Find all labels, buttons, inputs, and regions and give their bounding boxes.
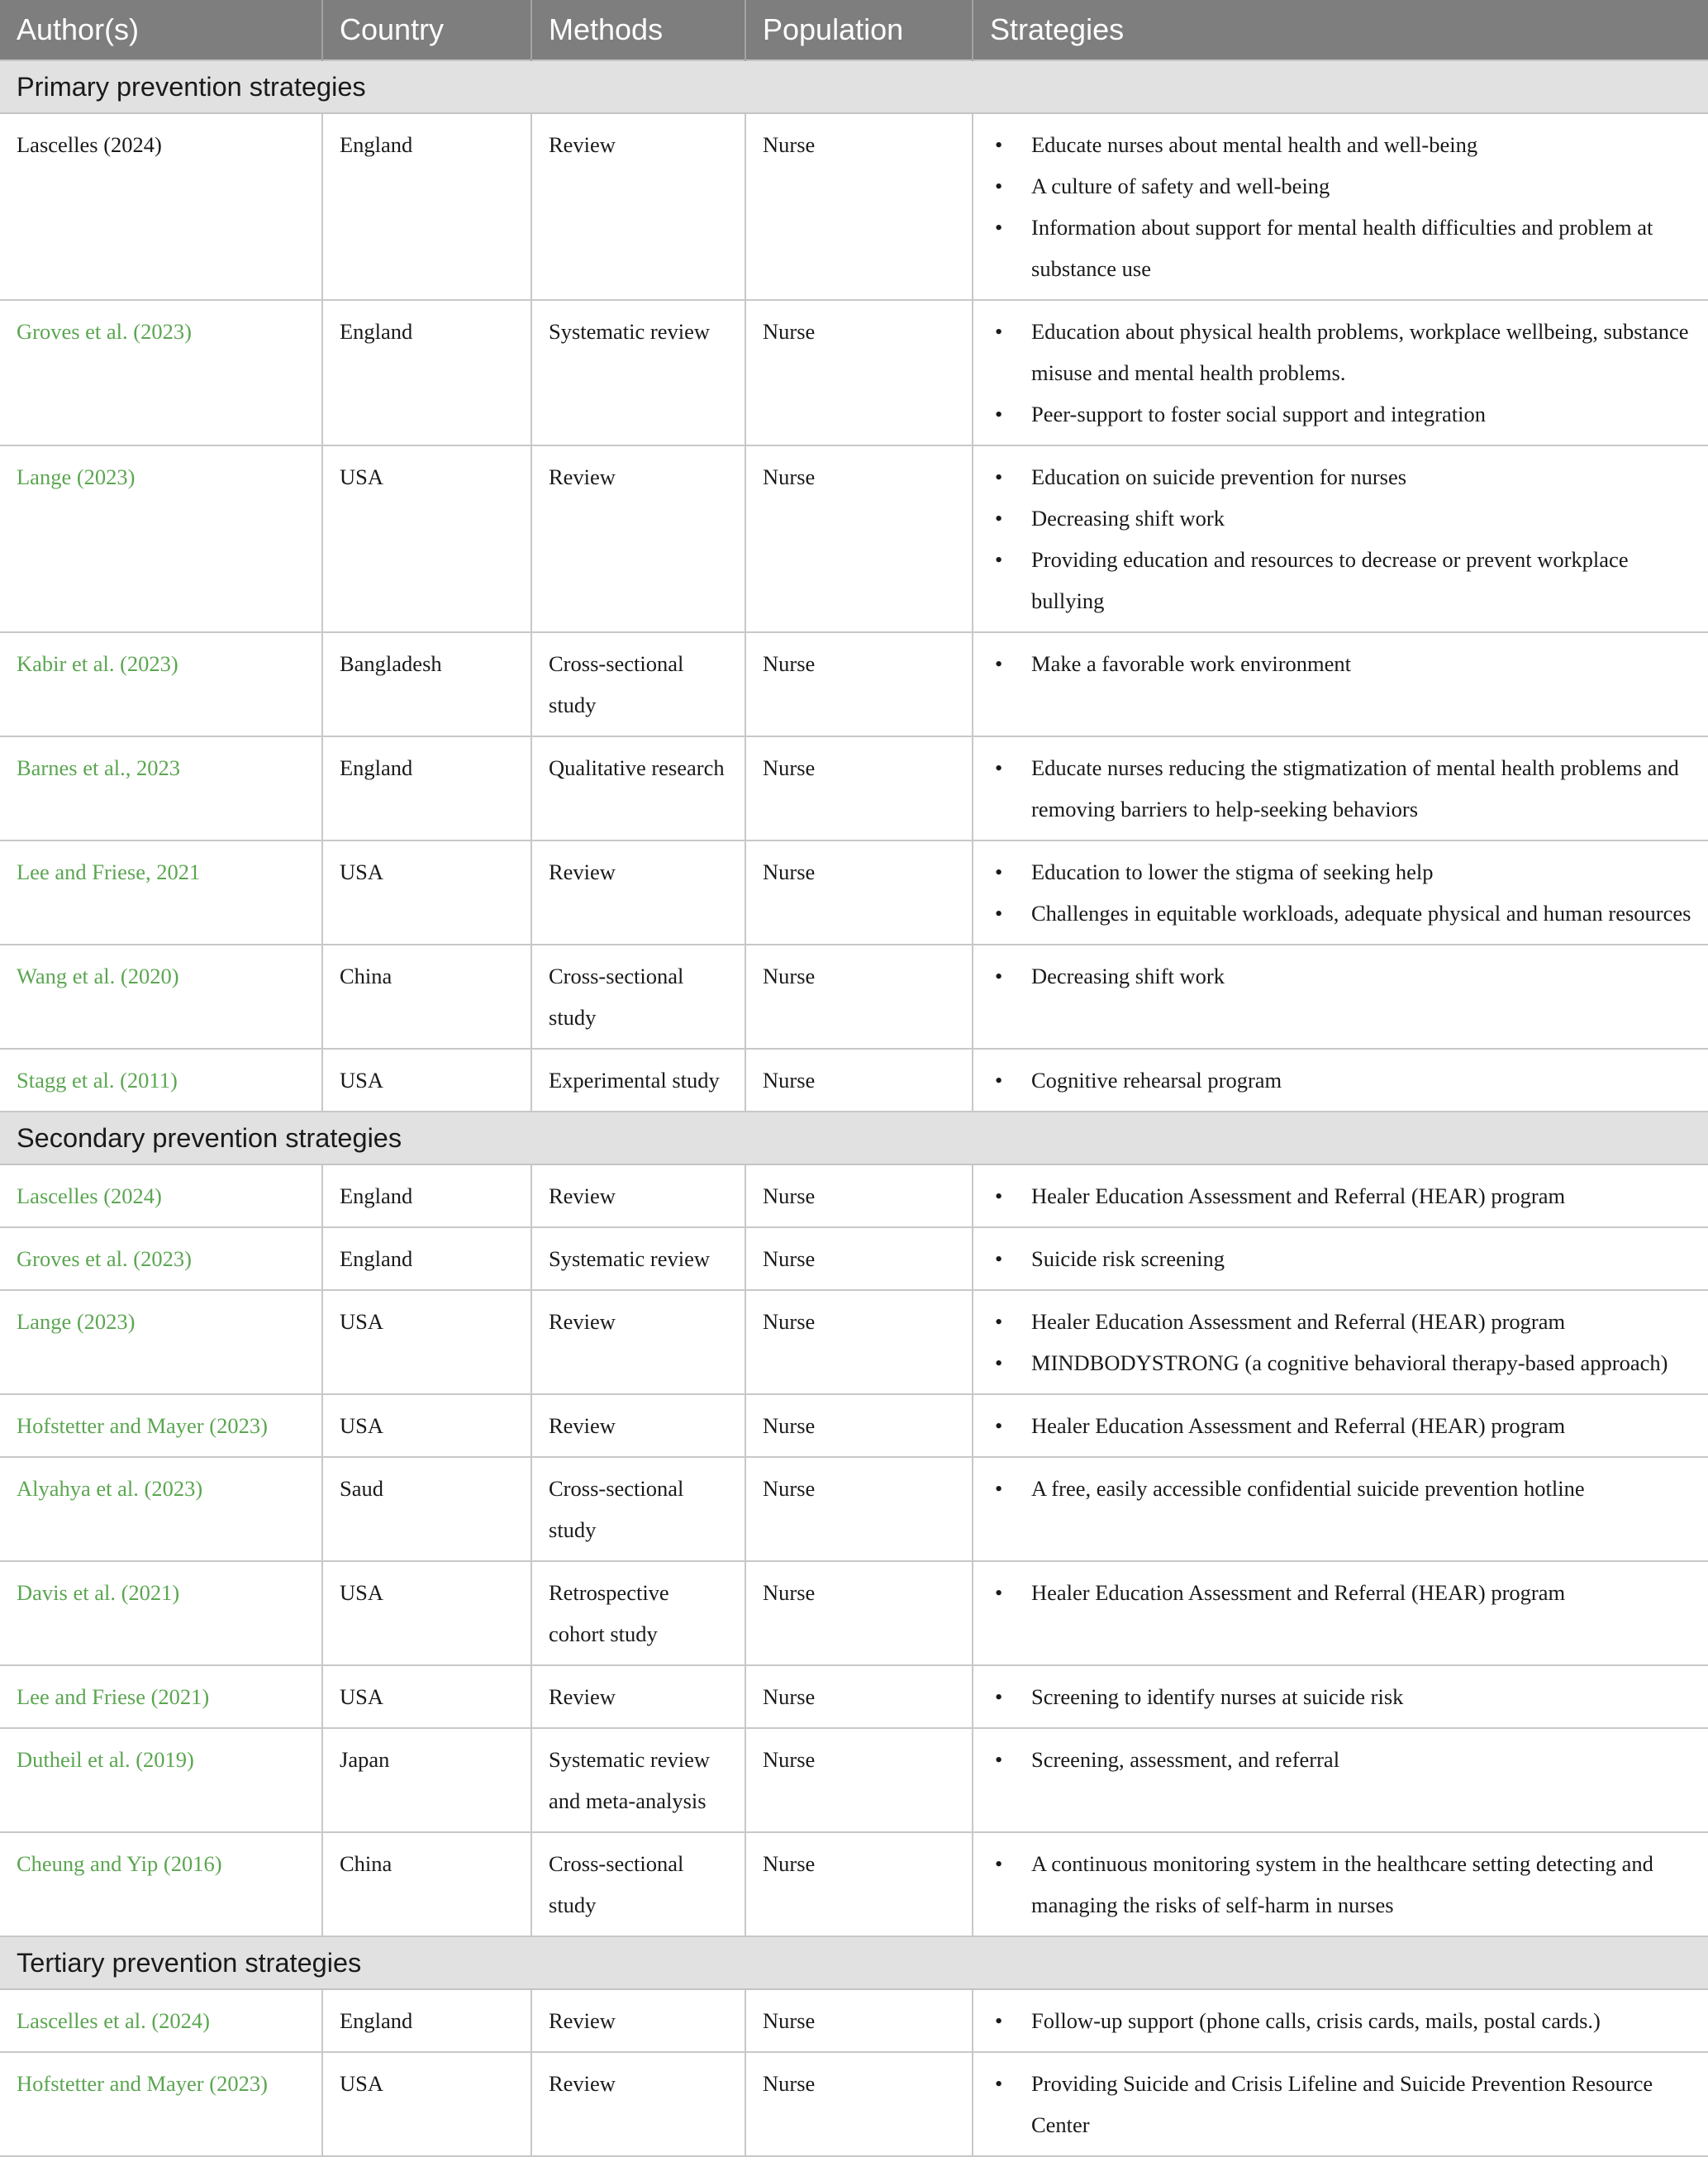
author-reference-link[interactable]: Davis et al. (2021) — [0, 1561, 322, 1665]
population-cell: Nurse — [745, 1728, 973, 1832]
table-header — [0, 0, 1708, 60]
method-cell: Review — [531, 2052, 745, 2156]
table-row — [0, 632, 1708, 736]
population-cell: Nurse — [745, 1049, 973, 1112]
section-row — [0, 60, 1708, 113]
strategies-cell — [973, 1561, 1708, 1665]
population-cell: Nurse — [745, 736, 973, 840]
author-cell: Lascelles (2024) — [0, 113, 322, 300]
table-row — [0, 1394, 1708, 1457]
method-cell: Review — [531, 113, 745, 300]
author-reference-link[interactable]: Cheung and Yip (2016) — [0, 1832, 322, 1936]
column-header-country: Country — [322, 0, 531, 60]
strategy-list — [990, 1676, 1691, 1717]
strategy-item: • Make a favorable work environment — [1013, 643, 1691, 684]
strategies-cell — [973, 1394, 1708, 1457]
table-row — [0, 1561, 1708, 1665]
population-cell: Nurse — [745, 840, 973, 945]
population-cell: Nurse — [745, 113, 973, 300]
table-row — [0, 1665, 1708, 1728]
section-row — [0, 1112, 1708, 1164]
strategy-list — [990, 643, 1691, 684]
method-cell: Experimental study — [531, 1049, 745, 1112]
population-cell: Nurse — [745, 1457, 973, 1561]
strategies-cell — [973, 1832, 1708, 1936]
author-reference-link[interactable]: Lange (2023) — [0, 1290, 322, 1394]
table-row — [0, 300, 1708, 445]
population-cell: Nurse — [745, 632, 973, 736]
section-row — [0, 1936, 1708, 1989]
country-cell: USA — [322, 2052, 531, 2156]
strategy-list — [990, 1405, 1691, 1446]
method-cell: Review — [531, 1164, 745, 1227]
strategy-list — [990, 124, 1691, 289]
strategies-cell — [973, 1164, 1708, 1227]
population-cell: Nurse — [745, 1665, 973, 1728]
strategy-list — [990, 1238, 1691, 1279]
strategy-list — [990, 1468, 1691, 1509]
author-reference-link[interactable]: Groves et al. (2023) — [0, 1227, 322, 1290]
column-header-authors: Author(s) — [0, 0, 322, 60]
author-reference-link[interactable]: Alyahya et al. (2023) — [0, 1457, 322, 1561]
author-reference-link[interactable]: Kabir et al. (2023) — [0, 632, 322, 736]
population-cell: Nurse — [745, 1290, 973, 1394]
strategy-list — [990, 747, 1691, 830]
method-cell: Qualitative research — [531, 736, 745, 840]
strategy-item: • A culture of safety and well-being — [1013, 165, 1691, 207]
strategies-cell — [973, 1665, 1708, 1728]
strategy-list — [990, 851, 1691, 934]
strategy-list — [990, 2000, 1691, 2041]
strategies-cell — [973, 300, 1708, 445]
column-header-methods: Methods — [531, 0, 745, 60]
strategy-item: • Peer-support to foster social support and integration — [1013, 393, 1691, 435]
strategy-item: • Healer Education Assessment and Referral (HEAR) program — [1013, 1572, 1691, 1613]
table-row — [0, 1164, 1708, 1227]
country-cell: USA — [322, 1394, 531, 1457]
column-header-strategies: Strategies — [973, 0, 1708, 60]
population-cell: Nurse — [745, 300, 973, 445]
strategy-list — [990, 1843, 1691, 1926]
author-reference-link[interactable]: Hofstetter and Mayer (2023) — [0, 1394, 322, 1457]
population-cell: Nurse — [745, 945, 973, 1049]
population-cell: Nurse — [745, 1394, 973, 1457]
author-reference-link[interactable]: Groves et al. (2023) — [0, 300, 322, 445]
strategy-list — [990, 1572, 1691, 1613]
method-cell: Cross-sectional study — [531, 1832, 745, 1936]
strategy-list — [990, 311, 1691, 435]
country-cell: England — [322, 300, 531, 445]
country-cell: Japan — [322, 1728, 531, 1832]
method-cell: Systematic review and meta-analysis — [531, 1728, 745, 1832]
strategy-item: • Education on suicide prevention for nurses — [1013, 456, 1691, 498]
method-cell: Systematic review — [531, 1227, 745, 1290]
strategy-item: • Decreasing shift work — [1013, 955, 1691, 997]
population-cell: Nurse — [745, 1561, 973, 1665]
strategies-cell — [973, 1290, 1708, 1394]
method-cell: Retrospective cohort study — [531, 1561, 745, 1665]
table-row — [0, 1049, 1708, 1112]
strategy-item: • Follow-up support (phone calls, crisis cards, mails, postal cards.) — [1013, 2000, 1691, 2041]
country-cell: USA — [322, 840, 531, 945]
section-title: Primary prevention strategies — [0, 60, 1708, 113]
author-reference-link[interactable]: Dutheil et al. (2019) — [0, 1728, 322, 1832]
author-reference-link[interactable]: Barnes et al., 2023 — [0, 736, 322, 840]
strategy-list — [990, 2063, 1691, 2145]
method-cell: Review — [531, 1290, 745, 1394]
strategy-item: • Providing education and resources to decrease or prevent workplace bullying — [1013, 539, 1691, 621]
strategy-item: • Information about support for mental health difficulties and problem at substance use — [1013, 207, 1691, 289]
country-cell: USA — [322, 1665, 531, 1728]
strategies-cell — [973, 1457, 1708, 1561]
strategy-list — [990, 1059, 1691, 1101]
method-cell: Review — [531, 1989, 745, 2052]
country-cell: China — [322, 1832, 531, 1936]
strategy-item: • Education to lower the stigma of seeking help — [1013, 851, 1691, 893]
method-cell: Review — [531, 445, 745, 632]
strategy-item: • Providing Suicide and Crisis Lifeline and Suicide Prevention Resource Center — [1013, 2063, 1691, 2145]
strategy-item: • Healer Education Assessment and Referral (HEAR) program — [1013, 1405, 1691, 1446]
strategy-list — [990, 1301, 1691, 1383]
strategy-item: • A continuous monitoring system in the healthcare setting detecting and managing the risks of self-harm in nurses — [1013, 1843, 1691, 1926]
strategy-item: • Healer Education Assessment and Referral (HEAR) program — [1013, 1175, 1691, 1217]
method-cell: Review — [531, 1394, 745, 1457]
country-cell: Bangladesh — [322, 632, 531, 736]
method-cell: Systematic review — [531, 300, 745, 445]
author-reference-link[interactable]: Wang et al. (2020) — [0, 945, 322, 1049]
strategy-item: • Screening to identify nurses at suicide risk — [1013, 1676, 1691, 1717]
author-reference-link[interactable]: Hofstetter and Mayer (2023) — [0, 2052, 322, 2156]
strategy-item: • MINDBODYSTRONG (a cognitive behavioral therapy-based approach) — [1013, 1342, 1691, 1383]
author-reference-link[interactable]: Lascelles (2024) — [0, 1164, 322, 1227]
author-reference-link[interactable]: Lange (2023) — [0, 445, 322, 632]
population-cell: Nurse — [745, 445, 973, 632]
table-row — [0, 1989, 1708, 2052]
country-cell: England — [322, 113, 531, 300]
table-row — [0, 1457, 1708, 1561]
strategies-cell — [973, 1728, 1708, 1832]
strategy-item: • Suicide risk screening — [1013, 1238, 1691, 1279]
strategies-cell — [973, 945, 1708, 1049]
table-row — [0, 2052, 1708, 2156]
country-cell: USA — [322, 1290, 531, 1394]
author-reference-link[interactable]: Lee and Friese (2021) — [0, 1665, 322, 1728]
strategies-cell — [973, 1227, 1708, 1290]
strategies-cell — [973, 2052, 1708, 2156]
method-cell: Review — [531, 840, 745, 945]
population-cell: Nurse — [745, 1164, 973, 1227]
table-row — [0, 1290, 1708, 1394]
author-reference-link[interactable]: Lascelles et al. (2024) — [0, 1989, 322, 2052]
strategies-cell — [973, 1989, 1708, 2052]
strategy-list — [990, 456, 1691, 621]
population-cell: Nurse — [745, 2052, 973, 2156]
country-cell: Saud — [322, 1457, 531, 1561]
strategy-item: • Education about physical health problems, workplace wellbeing, substance misuse and mental health problems. — [1013, 311, 1691, 393]
country-cell: England — [322, 1227, 531, 1290]
strategy-item: • Screening, assessment, and referral — [1013, 1739, 1691, 1780]
country-cell: England — [322, 1164, 531, 1227]
method-cell: Cross-sectional study — [531, 945, 745, 1049]
table-row — [0, 736, 1708, 840]
table-row — [0, 1832, 1708, 1936]
strategy-item: • Cognitive rehearsal program — [1013, 1059, 1691, 1101]
country-cell: USA — [322, 445, 531, 632]
country-cell: USA — [322, 1049, 531, 1112]
strategy-list — [990, 955, 1691, 997]
strategies-cell — [973, 113, 1708, 300]
strategy-item: • Challenges in equitable workloads, adequate physical and human resources — [1013, 893, 1691, 934]
strategies-cell — [973, 1049, 1708, 1112]
country-cell: England — [322, 736, 531, 840]
strategy-list — [990, 1739, 1691, 1780]
strategy-list — [990, 1175, 1691, 1217]
population-cell: Nurse — [745, 1832, 973, 1936]
table-row — [0, 840, 1708, 945]
strategies-cell — [973, 445, 1708, 632]
country-cell: England — [322, 1989, 531, 2052]
method-cell: Cross-sectional study — [531, 1457, 745, 1561]
table-row — [0, 945, 1708, 1049]
author-reference-link[interactable]: Stagg et al. (2011) — [0, 1049, 322, 1112]
method-cell: Review — [531, 1665, 745, 1728]
strategies-cell — [973, 840, 1708, 945]
table-row — [0, 1728, 1708, 1832]
strategies-cell — [973, 736, 1708, 840]
population-cell: Nurse — [745, 1989, 973, 2052]
country-cell: China — [322, 945, 531, 1049]
table-body — [0, 60, 1708, 2156]
population-cell: Nurse — [745, 1227, 973, 1290]
strategy-item: • Decreasing shift work — [1013, 498, 1691, 539]
column-header-population: Population — [745, 0, 973, 60]
author-reference-link[interactable]: Lee and Friese, 2021 — [0, 840, 322, 945]
table-row — [0, 1227, 1708, 1290]
strategy-item: • Educate nurses about mental health and well-being — [1013, 124, 1691, 165]
section-title: Secondary prevention strategies — [0, 1112, 1708, 1164]
country-cell: USA — [322, 1561, 531, 1665]
strategy-item: • Healer Education Assessment and Referral (HEAR) program — [1013, 1301, 1691, 1342]
header-row — [0, 0, 1708, 60]
strategy-item: • A free, easily accessible confidential suicide prevention hotline — [1013, 1468, 1691, 1509]
table-row — [0, 113, 1708, 300]
strategy-item: • Educate nurses reducing the stigmatization of mental health problems and removing barriers to help-seeking behaviors — [1013, 747, 1691, 830]
section-title: Tertiary prevention strategies — [0, 1936, 1708, 1989]
strategies-cell — [973, 632, 1708, 736]
table-row — [0, 445, 1708, 632]
method-cell: Cross-sectional study — [531, 632, 745, 736]
